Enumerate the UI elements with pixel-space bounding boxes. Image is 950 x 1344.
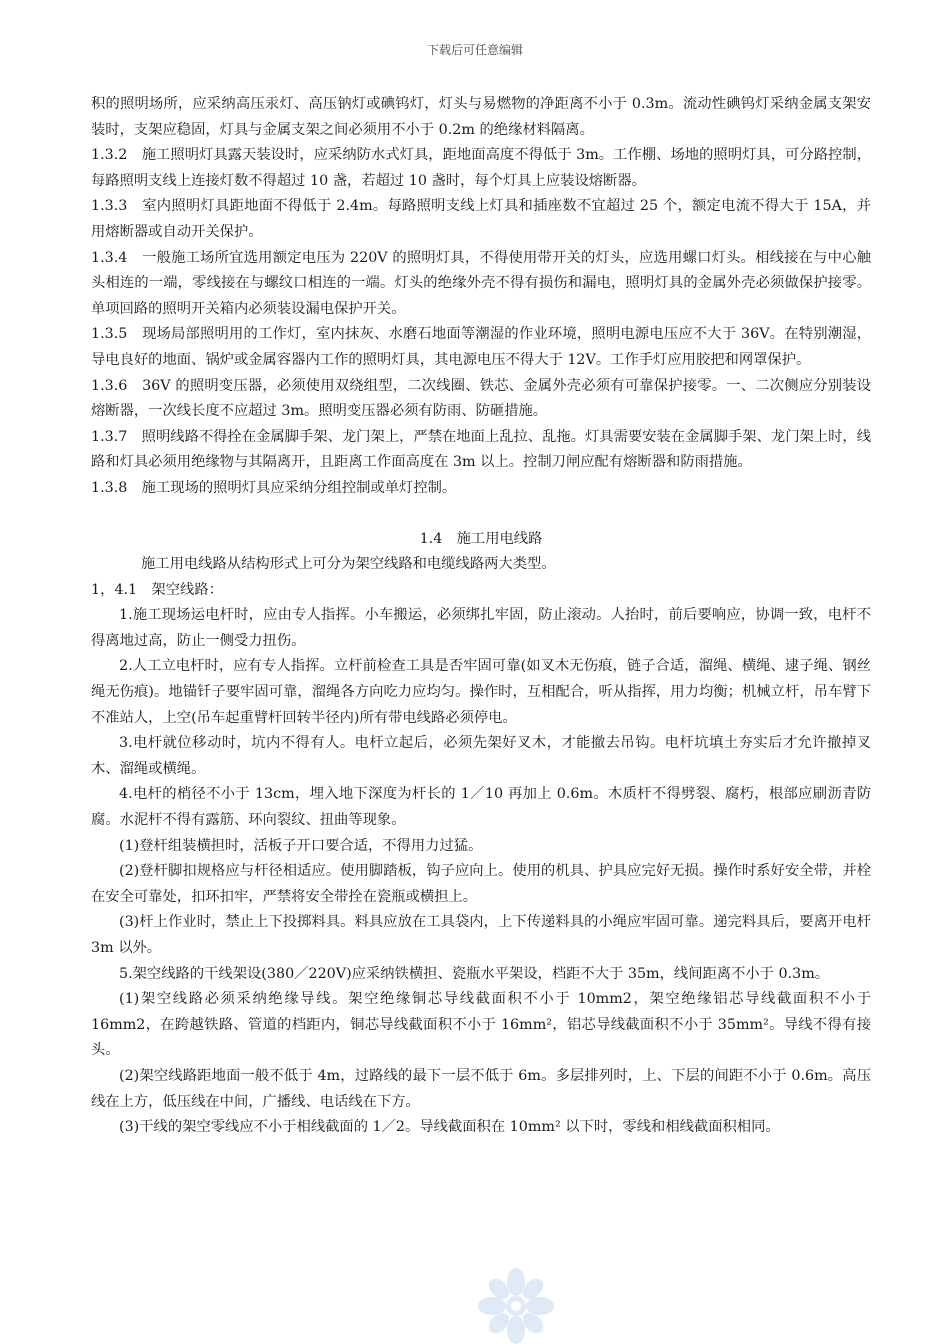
list-item: (2)登杆脚扣规格应与杆径相适应。使用脚踏板，钩子应向上。使用的机具、护具应完好无损。操作时系好安全带，并栓在安全可靠处，扣环扣牢，严禁将安全带拴在瓷瓶或横担上。 (91, 863, 871, 905)
section-title: 1.4 施工用电线路 (419, 530, 543, 547)
list-item: (1)架空线路必须采纳绝缘导线。架空绝缘铜芯导线截面积不小于 10mm2，架空绝缘铝芯导线截面积不小于 16mm2，在跨越铁路、管道的档距内，铜芯导线截面积不小于 16mm²，铝芯导线截面积不小于 35mm²。导线不得有接头。 (91, 991, 871, 1059)
list-item: 1.施工现场运电杆时，应由专人指挥。小车搬运，必须绑扎牢固，防止滚动。人抬时，前后要响应，协调一致，电杆不得离地过高，防止一侧受力扭伤。 (91, 607, 871, 649)
page-header: 下载后可任意编辑 (426, 43, 523, 57)
list-item: (2)架空线路距地面一般不低于 4m，过路线的最下一层不低于 6m。多层排列时，上、下层的间距不小于 0.6m。高压线在上方，低压线在中间，广播线、电话线在下方。 (91, 1067, 871, 1110)
paragraph-1-3-8: 1.3.8 施工现场的照明灯具应采纳分组控制或单灯控制。 (91, 479, 457, 496)
subsection-title: 1，4.1 架空线路： (91, 581, 223, 598)
list-item: (1)登杆组装横担时，活板子开口要合适，不得用力过猛。 (119, 837, 483, 854)
paragraph-1-3-4: 1.3.4 一般施工场所宜选用额定电压为 220V 的照明灯具，不得使用带开关的灯头，应选用螺口灯头。相线接在与中心触头相连的一端，零线接在与螺纹口相连的一端。灯头的绝缘外壳不得有损伤和漏电，照明灯具的金属外壳必须做保护接零。单项回路的照明开关箱内必须装设漏电保护开关。 (91, 249, 871, 317)
list-item: 5.架空线路的干线架设(380／220V)应采纳铁横担、瓷瓶水平架设，档距不大于 35m，线间距离不小于 0.3m。 (119, 965, 830, 982)
paragraph-1-3-7: 1.3.7 照明线路不得拴在金属脚手架、龙门架上，严禁在地面上乱拉、乱拖。灯具需要安装在金属脚手架、龙门架上时，线路和灯具必须用绝缘物与其隔离开，且距离工作面高度在 3m 以上。控制刀闸应配有熔断器和防雨措施。 (91, 428, 871, 471)
paragraph-1-3-2: 1.3.2 施工照明灯具露天装设时，应采纳防水式灯具，距地面高度不得低于 3m。工作棚、场地的照明灯具，可分路控制，每路照明支线上连接灯数不得超过 10 盏，若超过 10 盏时，每个灯具上应装设熔断器。 (91, 147, 871, 189)
watermark-logo (478, 1268, 554, 1344)
list-item: 2.人工立电杆时，应有专人指挥。立杆前检查工具是否牢固可靠(如叉木无伤痕，链子合适，溜绳、横绳、逮子绳、钢丝绳无伤痕)。地锚钎子要牢固可靠，溜绳各方向吃力应均匀。操作时，互相配合，听从指挥，用力均衡；机械立杆，吊车臂下不准站人，上空(吊车起重臂杆回转半径内)所有带电线路必须停电。 (91, 658, 871, 726)
paragraph-1-3-5: 1.3.5 现场局部照明用的工作灯，室内抹灰、水磨石地面等潮湿的作业环境，照明电源电压应不大于 36V。在特别潮湿，导电良好的地面、锅炉或金属容器内工作的照明灯具，其电源电压不得大于 12V。工作手灯应用胶把和网罩保护。 (91, 326, 871, 368)
paragraph: 积的照明场所，应采纳高压汞灯、高压钠灯或碘钨灯，灯头与易燃物的净距离不小于 0.3m。流动性碘钨灯采纳金属支架安装时，支架应稳固，灯具与金属支架之间必须用不小于 0.2m 的绝缘材料隔离。 (91, 96, 871, 138)
list-item: 4.电杆的梢径不小于 13cm，埋入地下深度为杆长的 1／10 再加上 0.6m。木质杆不得劈裂、腐朽，根部应刷沥青防腐。水泥杆不得有露筋、环向裂纹、扭曲等现象。 (91, 786, 871, 829)
paragraph-1-3-3: 1.3.3 室内照明灯具距地面不得低于 2.4m。每路照明支线上灯具和插座数不宜超过 25 个，额定电流不得大于 15A，并用熔断器或自动开关保护。 (91, 198, 871, 240)
section-intro: 施工用电线路从结构形式上可分为架空线路和电缆线路两大类型。 (141, 556, 556, 573)
document-body (91, 92, 871, 1141)
list-item: (3)杆上作业时，禁止上下投掷料具。料具应放在工具袋内，上下传递料具的小绳应牢固可靠。递完料具后，要离开电杆 3m 以外。 (91, 914, 871, 956)
list-item: 3.电杆就位移动时，坑内不得有人。电杆立起后，必须先架好叉木，才能撤去吊钩。电杆坑填土夯实后才允许撤掉叉木、溜绳或横绳。 (91, 735, 871, 777)
list-item: (3)干线的架空零线应不小于相线截面的 1／2。导线截面积在 10mm² 以下时，零线和相线截面积相同。 (119, 1119, 780, 1136)
paragraph-1-3-6: 1.3.6 36V 的照明变压器，必须使用双绕组型，二次线圈、铁芯、金属外壳必须有可靠保护接零。一、二次侧应分别装设熔断器，一次线长度不应超过 3m。照明变压器必须有防雨、防砸措施。 (91, 377, 871, 420)
